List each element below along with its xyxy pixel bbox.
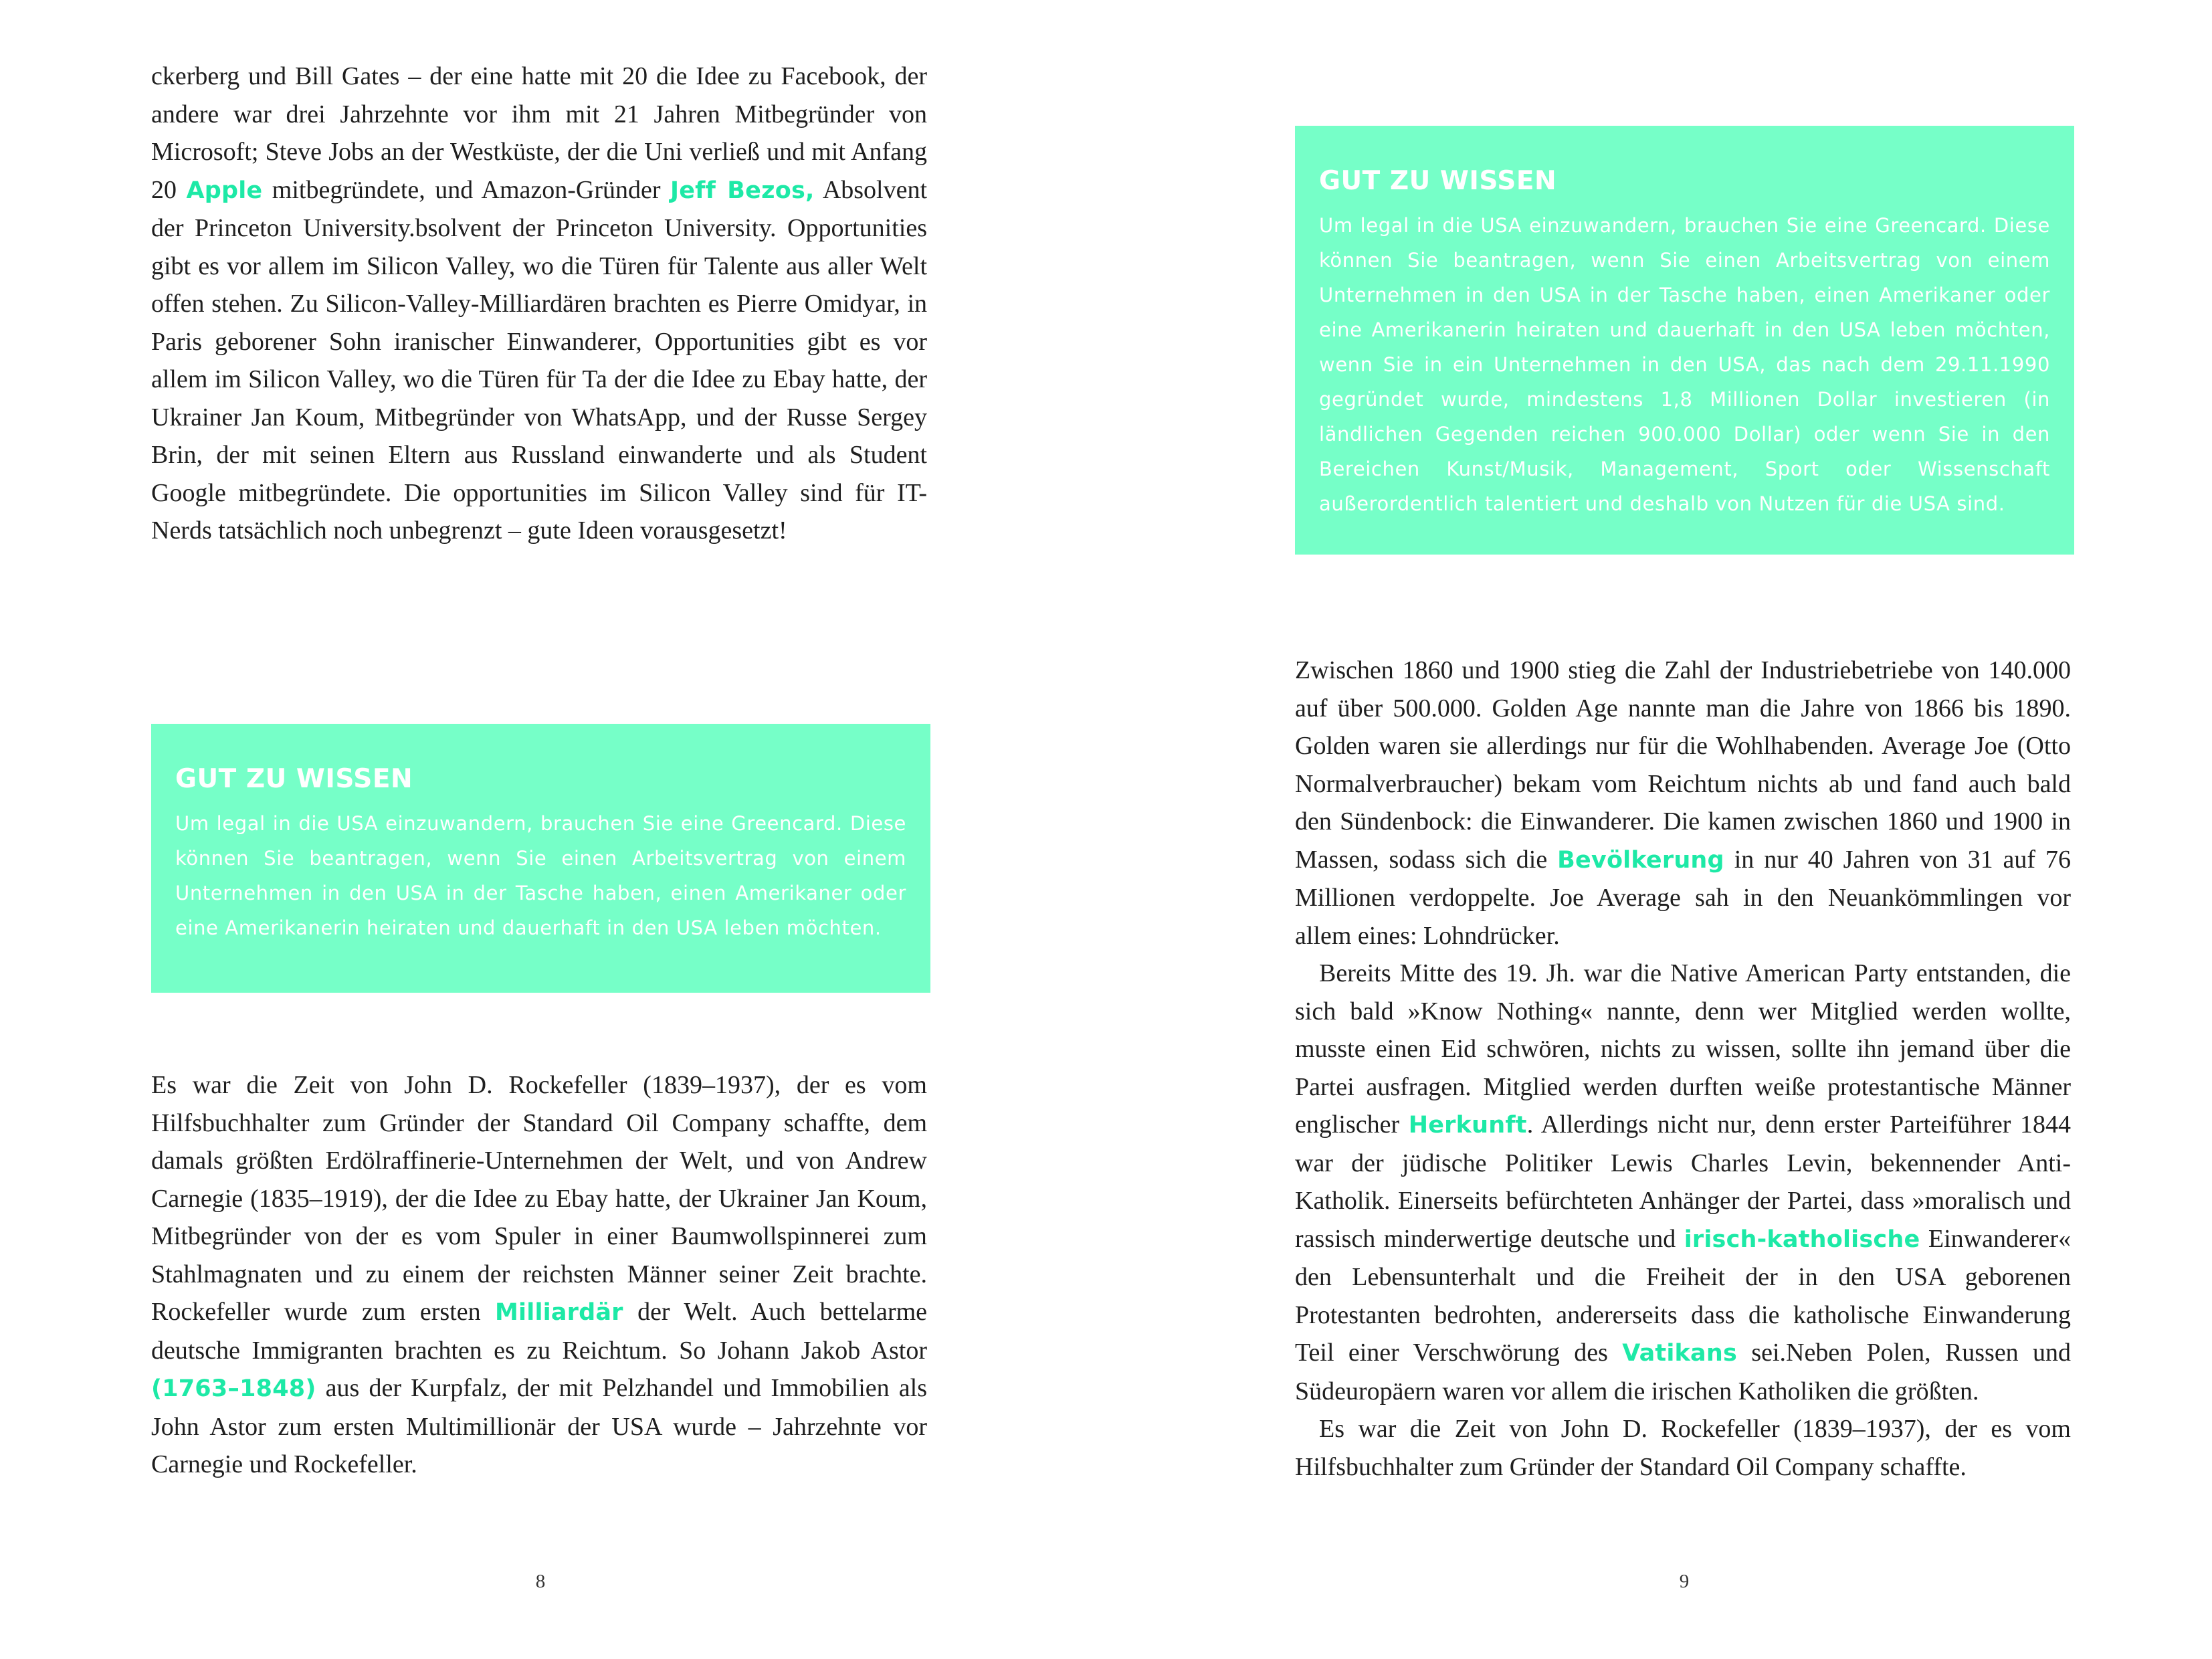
text-run: Zwischen 1860 und 1900 stieg die Zahl der Industriebetriebe von 140.000 auf über 500.000. Golden Age nannte man die Jahre von 1866 bis 1890. Golden waren sie allerdings nur für die Wohlhabenden. Average Joe (Otto Normalverbraucher) bekam vom Reichtum nichts ab und fand auch bald den Sündenbock: die Einwanderer. Die kamen zwischen 1860 und 1900 in Massen, sodass sich die bbox=[1295, 656, 2071, 874]
text-run: sei.Neben Polen, Russen und Südeuropäern waren vor allem die irischen Katholiken die größten. bbox=[1295, 1339, 2071, 1405]
highlight-herkunft: Herkunft bbox=[1408, 1112, 1527, 1139]
left-paragraph-2 bbox=[151, 1066, 927, 1484]
right-page bbox=[1106, 0, 2212, 1659]
left-text-block-2 bbox=[151, 1066, 927, 1484]
left-text-block-1 bbox=[151, 58, 927, 550]
highlight-apple: Apple bbox=[186, 177, 263, 204]
text-run: der Welt. Auch bettelarme deutsche Immigranten brachten es zu Reichtum. So Johann Jakob Astor bbox=[151, 1298, 928, 1365]
info-box-title: GUT ZU WISSEN bbox=[1319, 166, 1557, 196]
highlight-irisch-katholische: irisch-katholische bbox=[1684, 1226, 1920, 1253]
text-run: Absolvent der Princeton University.bsolvent der Princeton University. Opportunities gibt es vor allem im Silicon Valley, wo die Türen für Talente aus aller Welt offen stehen. Zu Silicon-Valley-Milliardären brachten es Pierre Omidyar, in Paris geborener Sohn iranischer Einwanderer, Opportunities gibt es vor allem im Silicon Valley, wo die Türen für Ta der die Idee zu Ebay hatte, der Ukrainer Jan Koum, Mitbegründer von WhatsApp, und der Russe Sergey Brin, der mit seinen Eltern aus Russland einwanderte und als Student Google mitbegründete. Die opportunities im Silicon Valley sind für IT-Nerds tatsächlich noch unbegrenzt – gute Ideen vorausgesetzt! bbox=[151, 175, 928, 545]
right-paragraph-3 bbox=[1295, 1410, 2071, 1486]
text-run: . Allerdings nicht nur, denn erster Parteiführer 1844 war der jüdische Politiker Lewis Charles Levin, bekennender Anti-Katholik. Einerseits befürchteten Anhänger der Partei, dass »moralisch und rassisch minderwertige deutsche und bbox=[1295, 1110, 2071, 1253]
right-paragraph-2 bbox=[1295, 955, 2071, 1410]
highlight-vatikans: Vatikans bbox=[1622, 1340, 1737, 1367]
info-box-text: Um legal in die USA einzuwandern, brauchen Sie eine Greencard. Diese können Sie beantragen, wenn Sie einen Arbeitsvertrag von einem Unternehmen in den USA in der Tasche haben, einen Amerikaner oder eine Amerikanerin heiraten und dauerhaft in den USA leben möchten, wenn Sie in ein Unternehmen in den USA, das nach dem 29.11.1990 gegründet wurde, mindestens 1,8 Millionen Dollar investieren (in ländlichen Gegenden reichen 900.000 Dollar) oder wenn Sie in den Bereichen Kunst/Musik, Management, Sport oder Wissenschaft außerordentlich talentiert und deshalb von Nutzen für die USA sind. bbox=[1319, 213, 2050, 515]
right-text-block bbox=[1295, 652, 2071, 1486]
text-run: ckerberg und Bill Gates – der eine hatte mit 20 die Idee zu Facebook, der andere war drei Jahrzehnte vor ihm mit 21 Jahren Mitbegründer von Microsoft; Steve Jobs an der Westküste, der die Uni verließ und mit Anfang 20 bbox=[151, 62, 927, 204]
text-run: mitbegründete, und Amazon-Gründer bbox=[262, 175, 670, 204]
highlight-jeff-bezos: Jeff Bezos, bbox=[670, 177, 815, 204]
text-run: Bereits Mitte des 19. Jh. war die Native American Party entstanden, die sich bald »Know Nothing« nannte, denn wer Mitglied werden wollte, musste einen Eid schwören, nichts zu wissen, sollte ihn jemand über die Partei ausfragen. Mitglied werden durften weiße protestantische Männer englischer bbox=[1295, 959, 2071, 1139]
text-run: in nur 40 Jahren von 31 auf 76 Millionen verdoppelte. Joe Average sah in den Neuankömmlingen vor allem eines: Lohndrücker. bbox=[1295, 845, 2071, 950]
page-number-right: 9 bbox=[1679, 1571, 1690, 1592]
text-run: Es war die Zeit von John D. Rockefeller (1839–1937), der es vom Hilfsbuchhalter zum Gründer der Standard Oil Company schaffte, dem damals größten Erdölraffinerie-Unternehmen der Welt, und von Andrew Carnegie (1835–1919), der die Idee zu Ebay hatte, der Ukrainer Jan Koum, Mitbegründer von der es vom Spuler in einer Baumwollspinnerei zum Stahlmagnaten und zu einem der reichsten Männer seiner Zeit brachte. Rockefeller wurde zum ersten bbox=[151, 1071, 927, 1326]
highlight-milliardaer: Milliardär bbox=[495, 1299, 623, 1326]
info-box-right bbox=[1295, 126, 2074, 555]
left-paragraph-1 bbox=[151, 58, 927, 550]
info-box-title: GUT ZU WISSEN bbox=[175, 764, 413, 794]
info-box-text: Um legal in die USA einzuwandern, brauchen Sie eine Greencard. Diese können Sie beantragen, wenn Sie einen Arbeitsvertrag von einem Unternehmen in den USA in der Tasche haben, einen Amerikaner oder eine Amerikanerin heiraten und dauerhaft in den USA leben möchten. bbox=[175, 811, 906, 939]
info-box-left bbox=[151, 724, 930, 993]
right-paragraph-1 bbox=[1295, 652, 2071, 955]
highlight-bevoelkerung: Bevölkerung bbox=[1557, 846, 1724, 874]
text-run: aus der Kurpfalz, der mit Pelzhandel und Immobilien als John Astor zum ersten Multimillionär der USA wurde – Jahrzehnte vor Carnegie und Rockefeller. bbox=[151, 1374, 927, 1478]
text-run: Einwanderer« den Lebensunterhalt und die Freiheit der in den USA geborenen Protestanten bedrohten, andererseits dass die katholische Einwanderung Teil einer Verschwörung des bbox=[1295, 1224, 2071, 1367]
highlight-years: (1763–1848) bbox=[151, 1375, 316, 1402]
page-number-left: 8 bbox=[535, 1571, 546, 1592]
text-run: Es war die Zeit von John D. Rockefeller (1839–1937), der es vom Hilfsbuchhalter zum Gründer der Standard Oil Company schaffte. bbox=[1295, 1415, 2071, 1481]
